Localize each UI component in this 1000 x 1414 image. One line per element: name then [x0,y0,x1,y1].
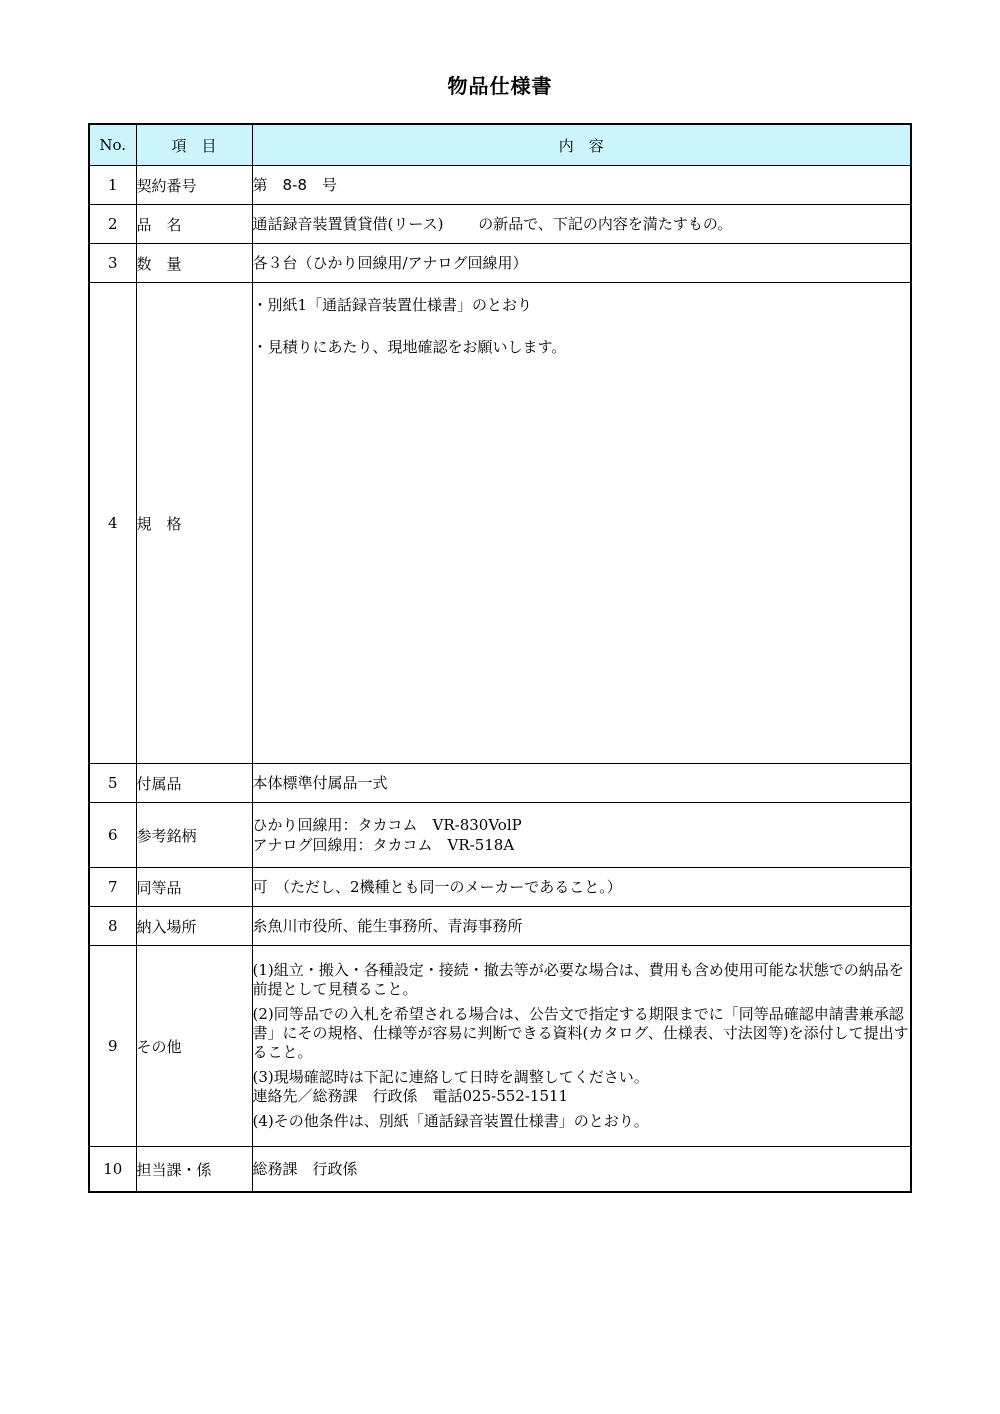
row-no: 3 [89,244,136,283]
row-no: 1 [89,166,136,205]
header-item: 項 目 [136,124,252,166]
document-title: 物品仕様書 [447,74,553,98]
row-no: 8 [89,907,136,946]
delivery-location: 糸魚川市役所、能生事務所、青海事務所 [252,907,911,946]
accessories: 本体標準付属品一式 [252,764,911,803]
row-item: 納入場所 [136,907,252,946]
quantity: 各３台（ひかり回線用/アナログ回線用） [252,244,911,283]
row-item: 参考銘柄 [136,803,252,868]
row-no: 5 [89,764,136,803]
condition-paragraph: (3)現場確認時は下記に連絡して日時を調整してください。 [252,1068,649,1086]
table-row [89,244,911,283]
specification [252,283,911,764]
brand-line: ひかり回線用：タカコム VR-830VolP [252,816,522,834]
row-item: 規 格 [136,283,252,764]
product-name: 通話録音装置賃貸借(リース) の新品で、下記の内容を満たすもの。 [252,205,911,244]
row-no: 7 [89,868,136,907]
row-item: その他 [136,946,252,1147]
contract-number: 第 8-8 号 [252,166,911,205]
row-no: 10 [89,1147,136,1193]
row-item: 担当課・係 [136,1147,252,1193]
row-no: 6 [89,803,136,868]
reference-brand [252,803,911,868]
table-row [89,764,911,803]
table-row [89,868,911,907]
row-item: 契約番号 [136,166,252,205]
row-no: 2 [89,205,136,244]
table-row [89,166,911,205]
table-row [89,283,911,764]
row-item: 品 名 [136,205,252,244]
row-item: 数 量 [136,244,252,283]
spec-line: ・見積りにあたり、現地確認をお願いします。 [252,338,567,356]
condition-paragraph: (4)その他条件は、別紙「通話録音装置仕様書」のとおり。 [252,1112,649,1130]
department: 総務課 行政係 [252,1147,911,1193]
spec-line: ・別紙1「通話録音装置仕様書」のとおり [252,296,533,314]
table-header-row [89,124,911,166]
row-item: 付属品 [136,764,252,803]
brand-line: アナログ回線用：タカコム VR-518A [252,836,515,854]
spec-table [88,123,912,1193]
header-no: No. [89,124,136,166]
row-no: 9 [89,946,136,1147]
equivalent-product: 可 （ただし、2機種とも同一のメーカーであること。） [252,868,911,907]
contact-line: 連絡先／総務課 行政係 電話025-552-1511 [252,1087,569,1105]
condition-paragraph: (2)同等品での入札を希望される場合は、公告文で指定する期限までに「同等品確認申請書兼承認書」にその規格、仕様等が容易に判断できる資料(カタログ、仕様表、寸法図等)を添付して提出すること。 [252,1005,909,1061]
table-row [89,205,911,244]
table-row [89,803,911,868]
header-content: 内 容 [252,124,911,166]
table-row [89,907,911,946]
other-conditions [252,946,911,1147]
row-no: 4 [89,283,136,764]
table-row [89,946,911,1147]
table-row [89,1147,911,1193]
row-item: 同等品 [136,868,252,907]
condition-paragraph: (1)組立・搬入・各種設定・接続・撤去等が必要な場合は、費用も含め使用可能な状態での納品を前提として見積ること。 [252,961,904,998]
